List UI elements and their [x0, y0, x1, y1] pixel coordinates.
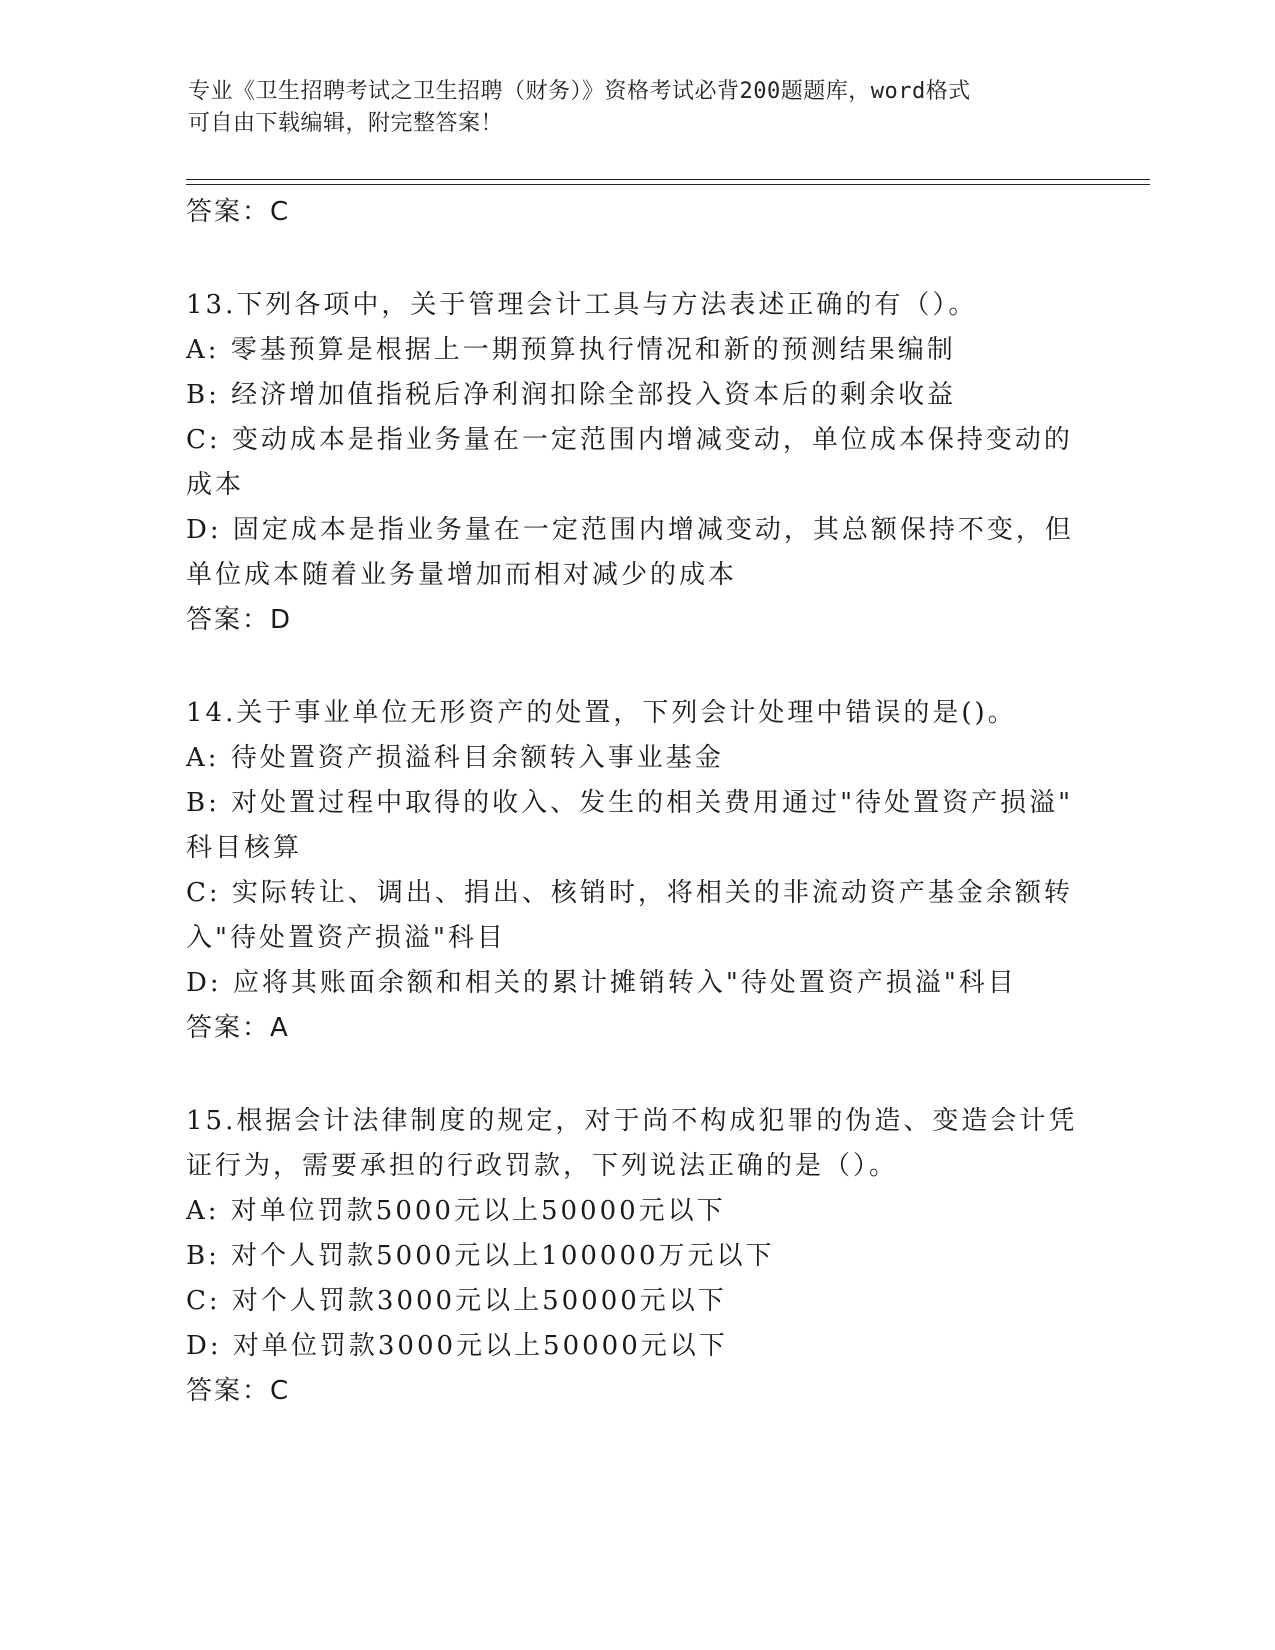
header-line-2: 可自由下载编辑，附完整答案！: [188, 111, 504, 136]
header-rule-top: [186, 179, 1150, 180]
question-13-stem: 13.下列各项中，关于管理会计工具与方法表述正确的有（）。: [186, 290, 978, 320]
question-13: [186, 283, 1086, 643]
question-13-option-a: A: 零基预算是根据上一期预算执行情况和新的预测结果编制: [186, 335, 956, 365]
spacer: [186, 1051, 1086, 1099]
question-13-option-b: B: 经济增加值指税后净利润扣除全部投入资本后的剩余收益: [186, 380, 957, 410]
question-13-option-c-cont: 成本: [186, 470, 245, 500]
question-13-option-d-cont: 单位成本随着业务量增加而相对减少的成本: [186, 560, 738, 590]
header-rule-bottom: [186, 184, 1150, 185]
question-14-answer: 答案：A: [186, 1013, 290, 1043]
spacer: [186, 643, 1086, 691]
question-14-option-c-cont: 入"待处置资产损溢"科目: [186, 923, 506, 953]
page-header: [188, 76, 1088, 140]
question-14-option-b: B: 对处置过程中取得的收入、发生的相关费用通过"待处置资产损溢": [186, 788, 1074, 818]
question-15-option-d: D: 对单位罚款3000元以上50000元以下: [186, 1331, 728, 1361]
question-14-option-d: D: 应将其账面余额和相关的累计摊销转入"待处置资产损溢"科目: [186, 968, 1017, 998]
question-13-option-c: C: 变动成本是指业务量在一定范围内增减变动，单位成本保持变动的: [186, 425, 1073, 455]
question-15-option-a: A: 对单位罚款5000元以上50000元以下: [186, 1196, 726, 1226]
question-15-stem: 15.根据会计法律制度的规定，对于尚不构成犯罪的伪造、变造会计凭: [186, 1106, 1078, 1136]
question-15-option-c: C: 对个人罚款3000元以上50000元以下: [186, 1286, 727, 1316]
question-15-stem-cont: 证行为，需要承担的行政罚款，下列说法正确的是（）。: [186, 1151, 899, 1181]
spacer: [186, 235, 1086, 283]
question-13-option-d: D: 固定成本是指业务量在一定范围内增减变动，其总额保持不变，但: [186, 515, 1074, 545]
question-15: [186, 1099, 1086, 1414]
question-13-answer: 答案：D: [186, 605, 293, 635]
question-content: [186, 190, 1086, 1414]
question-15-option-b: B: 对个人罚款5000元以上100000万元以下: [186, 1241, 775, 1271]
question-15-answer: 答案：C: [186, 1376, 291, 1406]
header-line-1: 专业《卫生招聘考试之卫生招聘（财务）》资格考试必背200题题库，word格式: [188, 79, 971, 104]
question-14-option-c: C: 实际转让、调出、捐出、核销时，将相关的非流动资产基金余额转: [186, 878, 1073, 908]
question-14-option-a: A: 待处置资产损溢科目余额转入事业基金: [186, 743, 724, 773]
question-14-stem: 14.关于事业单位无形资产的处置，下列会计处理中错误的是()。: [186, 698, 1017, 728]
question-14: [186, 691, 1086, 1051]
question-14-option-b-cont: 科目核算: [186, 833, 303, 863]
previous-answer: 答案：C: [186, 197, 291, 227]
